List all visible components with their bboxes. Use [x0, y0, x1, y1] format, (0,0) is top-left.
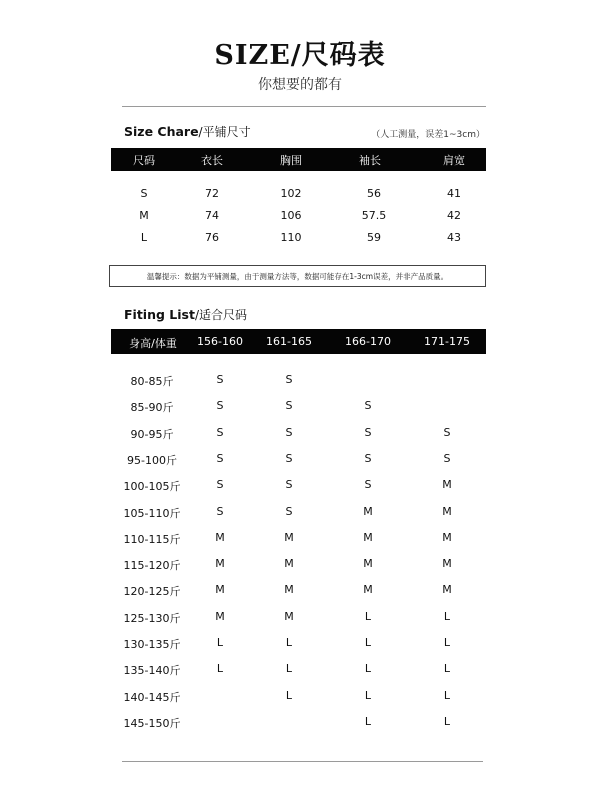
fitting-size-cell: L — [285, 662, 293, 675]
fitting-size-cell: L — [443, 610, 451, 623]
fitting-size-cell: M — [284, 557, 294, 570]
fitting-col-166-170: 166-170 — [345, 335, 391, 348]
fitting-size-cell: L — [364, 662, 372, 675]
fitting-size-cell: S — [443, 452, 451, 465]
fitting-row-weight: 90-95斤 — [130, 428, 174, 441]
fitting-size-cell: L — [443, 636, 451, 649]
fitting-size-cell: S — [364, 399, 372, 412]
fitting-size-cell: S — [285, 505, 293, 518]
fitting-size-cell: M — [442, 531, 452, 544]
page-title: SIZE/尺码表 — [214, 40, 386, 71]
fitting-row-weight: 115-120斤 — [123, 559, 181, 572]
top-divider — [122, 106, 486, 107]
fitting-row-weight: 85-90斤 — [130, 401, 174, 414]
fitting-size-cell: L — [216, 636, 224, 649]
fitting-size-cell: L — [364, 636, 372, 649]
fitting-size-cell: S — [216, 452, 224, 465]
fitting-size-cell: S — [216, 373, 224, 386]
page-subtitle: 你想要的都有 — [258, 77, 342, 93]
fitting-size-cell: M — [284, 610, 294, 623]
fitting-size-cell: M — [363, 583, 373, 596]
fitting-row-weight: 130-135斤 — [123, 638, 181, 651]
fitting-size-cell: S — [364, 452, 372, 465]
fitting-row-weight: 105-110斤 — [123, 507, 181, 520]
fitting-size-cell: M — [215, 531, 225, 544]
fitting-row-weight: 140-145斤 — [123, 691, 181, 704]
size-cell: 72 — [205, 187, 219, 200]
bottom-divider — [122, 761, 483, 762]
fitting-size-cell: M — [442, 505, 452, 518]
fitting-list-title — [124, 306, 247, 323]
size-cell: 42 — [447, 209, 461, 222]
fitting-size-cell: S — [443, 426, 451, 439]
fitting-size-cell: S — [285, 373, 293, 386]
size-cell: L — [140, 231, 148, 244]
size-cell: 56 — [367, 187, 381, 200]
size-cell: 41 — [447, 187, 461, 200]
size-cell: 76 — [205, 231, 219, 244]
fitting-size-cell: M — [442, 478, 452, 491]
size-chart-col-sleeve: 袖长 — [359, 154, 381, 167]
fitting-row-weight: 120-125斤 — [123, 585, 181, 598]
size-cell: 110 — [280, 231, 302, 244]
size-cell: S — [140, 187, 148, 200]
size-chart-measure-note: （人工测量，误差1~3cm） — [371, 130, 485, 140]
fitting-size-cell: L — [443, 689, 451, 702]
size-chart-title-suffix: /平铺尺寸 — [198, 125, 251, 139]
fitting-size-cell: L — [364, 610, 372, 623]
fitting-list-header — [111, 329, 486, 354]
fitting-size-cell: L — [364, 689, 372, 702]
fitting-row-weight: 110-115斤 — [123, 533, 181, 546]
size-cell: M — [139, 209, 149, 222]
size-cell: 74 — [205, 209, 219, 222]
fitting-size-cell: M — [215, 557, 225, 570]
fitting-size-cell: M — [363, 505, 373, 518]
fitting-col-156-160: 156-160 — [197, 335, 243, 348]
fitting-row-weight: 95-100斤 — [127, 454, 177, 467]
fitting-size-cell: L — [364, 715, 372, 728]
fitting-row-weight: 100-105斤 — [123, 480, 181, 493]
fitting-size-cell: M — [363, 531, 373, 544]
fitting-size-cell: L — [285, 689, 293, 702]
fitting-size-cell: S — [285, 478, 293, 491]
size-cell: 43 — [447, 231, 461, 244]
fitting-size-cell: S — [285, 452, 293, 465]
fitting-size-cell: S — [364, 478, 372, 491]
size-cell: 102 — [280, 187, 302, 200]
fitting-size-cell: S — [364, 426, 372, 439]
fitting-list-title-bold: Fiting List — [124, 307, 195, 322]
fitting-row-weight: 80-85斤 — [130, 375, 174, 388]
fitting-size-cell: M — [442, 557, 452, 570]
size-chart-header — [111, 148, 486, 171]
fitting-col-height-weight: 身高/体重 — [129, 337, 177, 350]
fitting-size-cell: S — [216, 505, 224, 518]
fitting-size-cell: L — [285, 636, 293, 649]
size-chart-col-size: 尺码 — [133, 154, 155, 167]
fitting-col-171-175: 171-175 — [424, 335, 470, 348]
fitting-size-cell: M — [442, 583, 452, 596]
fitting-size-cell: L — [216, 662, 224, 675]
fitting-size-cell: M — [363, 557, 373, 570]
fitting-list-title-suffix: /适合尺码 — [194, 308, 247, 322]
fitting-size-cell: S — [216, 426, 224, 439]
fitting-size-cell: L — [443, 662, 451, 675]
fitting-size-cell: S — [285, 399, 293, 412]
fitting-size-cell: M — [284, 531, 294, 544]
size-chart-col-shoulder: 肩宽 — [443, 154, 465, 167]
size-cell: 57.5 — [361, 209, 387, 222]
size-chart-title-bold: Size Chare — [124, 124, 199, 139]
fitting-row-weight: 145-150斤 — [123, 717, 181, 730]
fitting-size-cell: S — [216, 478, 224, 491]
size-chart-title — [124, 123, 251, 140]
fitting-col-161-165: 161-165 — [266, 335, 312, 348]
size-cell: 59 — [367, 231, 381, 244]
measurement-tip: 温馨提示：数据为平铺测量，由于测量方法等，数据可能存在1-3cm误差，并非产品质量。 — [109, 265, 486, 287]
fitting-size-cell: M — [215, 610, 225, 623]
size-chart-col-length: 衣长 — [201, 154, 223, 167]
fitting-size-cell: S — [216, 399, 224, 412]
fitting-row-weight: 125-130斤 — [123, 612, 181, 625]
fitting-size-cell: M — [284, 583, 294, 596]
fitting-size-cell: M — [215, 583, 225, 596]
fitting-size-cell: L — [443, 715, 451, 728]
fitting-size-cell: S — [285, 426, 293, 439]
size-chart-col-chest: 胸围 — [280, 154, 302, 167]
fitting-row-weight: 135-140斤 — [123, 664, 181, 677]
size-cell: 106 — [280, 209, 302, 222]
